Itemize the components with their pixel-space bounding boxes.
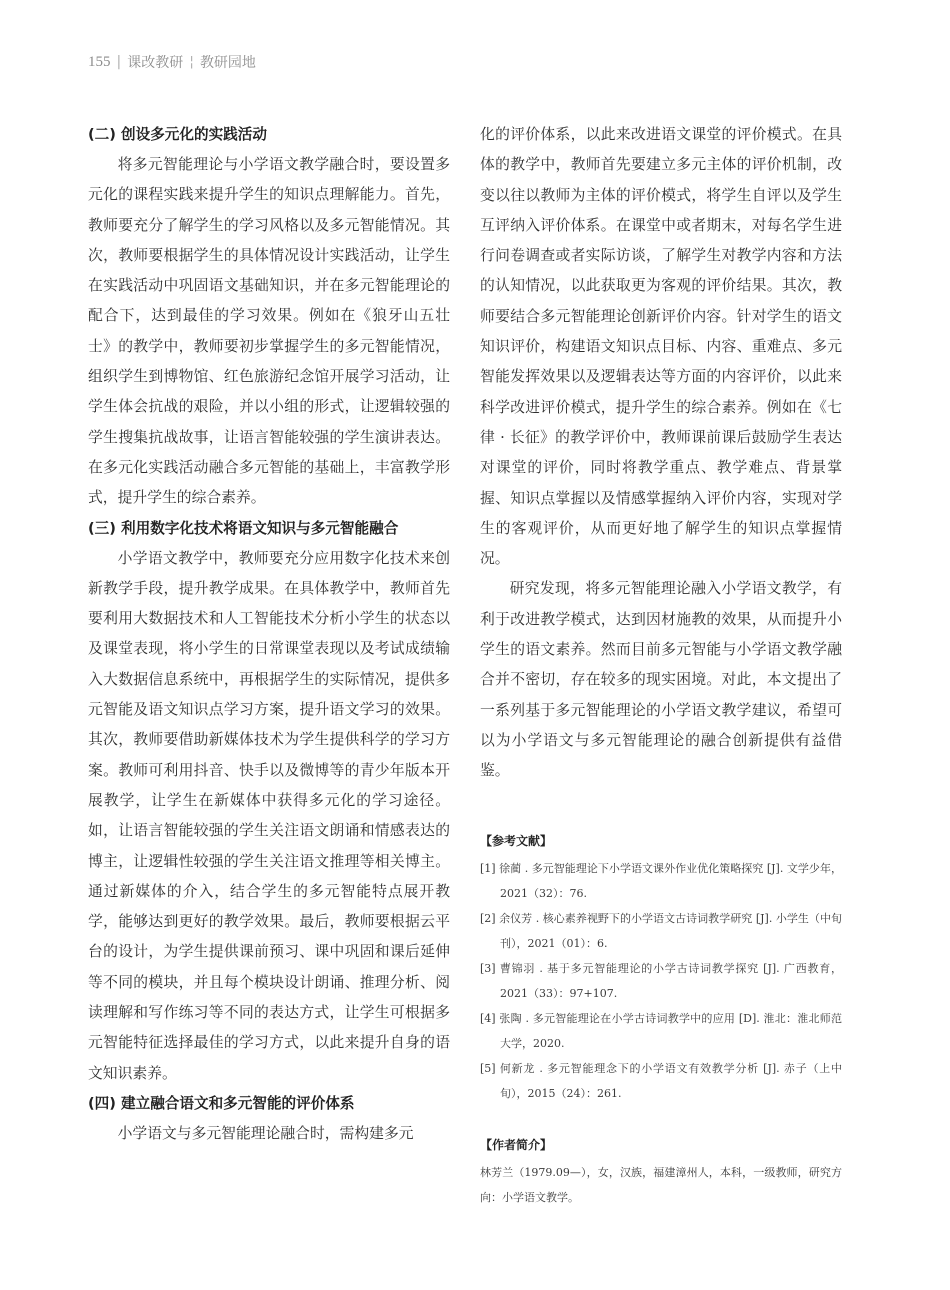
references-section: [480, 832, 842, 1106]
author-section: [480, 1136, 842, 1210]
header-divider: ¦: [189, 54, 194, 70]
reference-item: [1] 徐蔺 . 多元智能理论下小学语文课外作业优化策略探究 [J]. 文学少年，2021（32）：76.: [480, 862, 842, 900]
author-title: 【作者简介】: [480, 1138, 553, 1152]
body-paragraph: 化的评价体系，以此来改进语文课堂的评价模式。在具体的教学中，教师首先要建立多元主体的评价机制，改变以往以教师为主体的评价模式，将学生自评以及学生互评纳入评价体系。在课堂中或者期末，对每名学生进行问卷调查或者实际访谈，了解学生对教学内容和方法的认知情况，以此获取更为客观的评价结果。其次，教师要结合多元智能理论创新评价内容。针对学生的语文知识评价，构建语文知识点目标、内容、重难点、多元智能发挥效果以及逻辑表达等方面的内容评价，以此来科学改进评价模式，提升学生的综合素养。例如在《七律 · 长征》的教学评价中，教师课前课后鼓励学生表达对课堂的评价，同时将教学重点、教学难点、背景掌握、知识点掌握以及情感掌握纳入评价内容，实现对学生的客观评价，从而更好地了解学生的知识点掌握情况。: [480, 126, 842, 568]
body-paragraph: 小学语文与多元智能理论融合时，需构建多元: [117, 1124, 414, 1142]
reference-item: [5] 何新龙 . 多元智能理念下的小学语文有效教学分析 [J]. 赤子（上中旬），2015（24）：261.: [480, 1062, 842, 1100]
references-list: [480, 856, 842, 1106]
references-title: 【参考文献】: [480, 834, 553, 848]
conclusion-paragraph: 研究发现，将多元智能理论融入小学语文教学，有利于改进教学模式，达到因材施教的效果，从而提升小学生的语文素养。然而目前多元智能与小学语文教学融合并不密切，存在较多的现实困境。对此，本文提出了一系列基于多元智能理论的小学语文教学建议，希望可以为小学语文与多元智能理论的融合创新提供有益借鉴。: [480, 580, 842, 780]
right-column: [480, 120, 842, 787]
page-header: [88, 52, 256, 72]
section-heading: (二) 创设多元化的实践活动: [88, 126, 267, 143]
reference-item: [4] 张陶 . 多元智能理论在小学古诗词教学中的应用 [D]. 淮北：淮北师范大学，2020.: [480, 1012, 842, 1050]
page-number: 155: [88, 53, 111, 70]
left-column: [88, 120, 450, 1149]
reference-item: [3] 曹锦羽 . 基于多元智能理论的小学古诗词教学探究 [J]. 广西教育，2021（33）：97+107.: [480, 962, 842, 1000]
author-bio: 林芳兰（1979.09—），女，汉族，福建漳州人，本科，一级教师，研究方向：小学语文教学。: [480, 1166, 842, 1204]
header-divider: |: [116, 54, 122, 70]
section-name: 课改教研: [127, 55, 184, 71]
subsection-name: 教研园地: [199, 55, 256, 71]
section-heading: (三) 利用数字化技术将语文知识与多元智能融合: [88, 519, 399, 537]
body-paragraph: 将多元智能理论与小学语文教学融合时，要设置多元化的课程实践来提升学生的知识点理解能力。首先，教师要充分了解学生的学习风格以及多元智能情况。其次，教师要根据学生的具体情况设计实践活动，让学生在实践活动中巩固语文基础知识，并在多元智能理论的配合下，达到最佳的学习效果。例如在《狼牙山五壮士》的教学中，教师要初步掌握学生的多元智能情况，组织学生到博物馆、红色旅游纪念馆开展学习活动，让学生体会抗战的艰险，并以小组的形式，让逻辑较强的学生搜集抗战故事，让语言智能较强的学生演讲表达。在多元化实践活动融合多元智能的基础上，丰富教学形式，提升学生的综合素养。: [88, 156, 450, 507]
body-paragraph: 小学语文教学中，教师要充分应用数字化技术来创新教学手段，提升教学成果。在具体教学中，教师首先要利用大数据技术和人工智能技术分析小学生的状态以及课堂表现，将小学生的日常课堂表现以及考试成绩输入大数据信息系统中，再根据学生的实际情况，提供多元智能及语文知识点学习方案，提升语文学习的效果。其次，教师要借助新媒体技术为学生提供科学的学习方案。教师可利用抖音、快手以及微博等的青少年版本开展教学，让学生在新媒体中获得多元化的学习途径。如，让语言智能较强的学生关注语文朗诵和情感表达的博主，让逻辑性较强的学生关注语文推理等相关博主。通过新媒体的介入，结合学生的多元智能特点展开教学，能够达到更好的教学效果。最后，教师要根据云平台的设计，为学生提供课前预习、课中巩固和课后延伸等不同的模块，并且每个模块设计朗诵、推理分析、阅读理解和写作练习等不同的表达方式，让学生可根据多元智能特征选择最佳的学习方式，以此来提升自身的语文知识素养。: [88, 549, 450, 1082]
section-heading: (四) 建立融合语文和多元智能的评价体系: [88, 1094, 355, 1112]
reference-item: [2] 余仪芳 . 核心素养视野下的小学语文古诗词教学研究 [J]. 小学生（中旬刊），2021（01）：6.: [480, 912, 842, 950]
